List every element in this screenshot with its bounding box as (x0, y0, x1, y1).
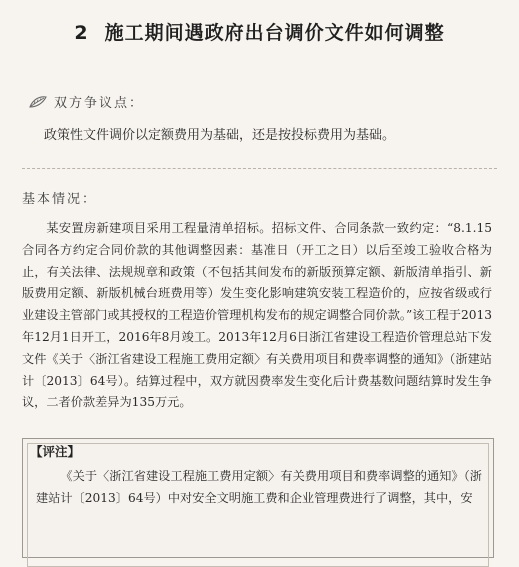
commentary-paragraph: 《关于〈浙江省建设工程施工费用定额〉有关费用项目和费率调整的通知》（浙建站计〔2013〕64号）中对安全文明施工费和企业管理费进行了调整，其中，安 (36, 469, 482, 505)
section-number: 2 (74, 22, 89, 44)
basic-situation-paragraph: 某安置房新建项目采用工程量清单招标。招标文件、合同条款一致约定：“8.1.15 合同各方约定合同价款的其他调整因素：基准日（开工之日）以后至竣工验收合格为止，有关法律、法规规章和政策（不包括其间发布的新版预算定额、新版清单指引、新版费用定额、新版机械台班费用等）发生变化影响建筑安装工程造价的，应按省级或行业建设主管部门或其授权的工程造价管理机构发布的规定调整合同价款。”该工程于2013年12月1日开工，2016年8月竣工。2013年12月6日浙江省建设工程造价管理总站下发文件《关于〈浙江省建设工程施工费用定额〉有关费用项目和费率调整的通知》（浙建站计〔2013〕64号）。结算过程中，双方就因费率发生变化后计费基数问题结算时发生争议，二者价款差异为135万元。 (22, 221, 505, 410)
dispute-text: 政策性文件调价以定额费用为基础，还是按投标费用为基础。 (44, 128, 396, 143)
dispute-label: 双方争议点： (54, 96, 145, 111)
commentary-label: 【评注】 (30, 444, 81, 459)
section-divider (22, 168, 497, 169)
section-heading (0, 18, 519, 45)
commentary-body (36, 465, 482, 509)
basic-situation-heading: 基本情况： (22, 192, 98, 207)
dispute-heading (28, 92, 144, 111)
leaf-icon (28, 95, 48, 109)
basic-situation-body (22, 218, 505, 414)
section-title: 施工期间遇政府出台调价文件如何调整 (104, 22, 445, 44)
